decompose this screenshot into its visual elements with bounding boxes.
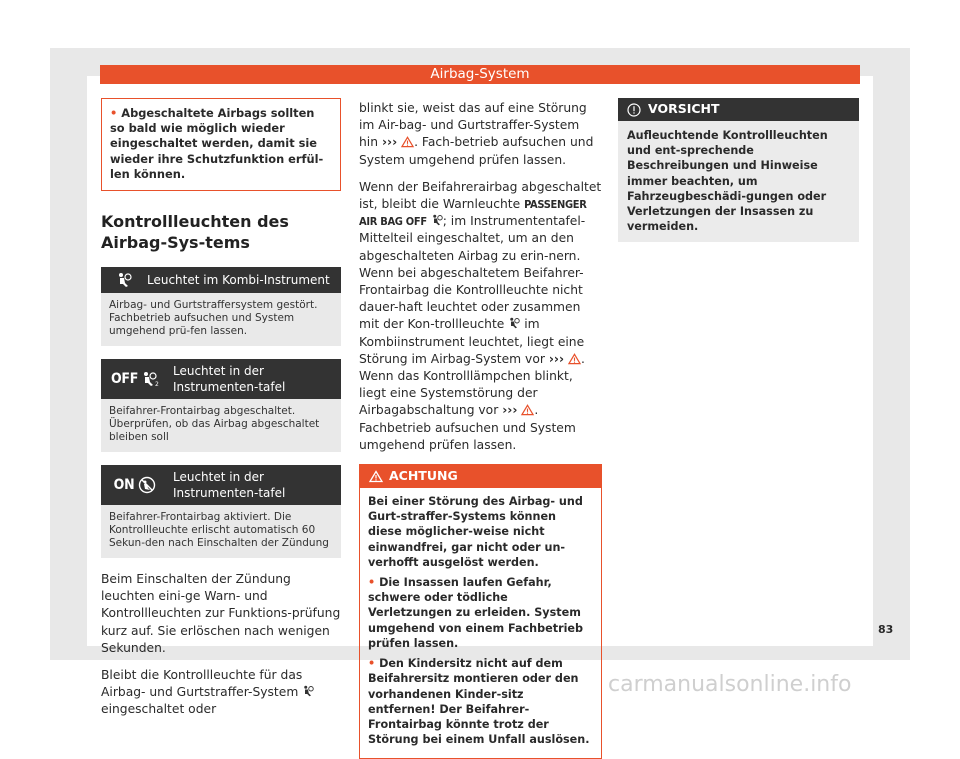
info-circle-icon	[627, 103, 641, 117]
warning-light-title: Leuchtet im Kombi-Instrument	[147, 273, 330, 288]
note-box	[101, 98, 341, 191]
caution-box	[618, 98, 859, 242]
warning-light-entry	[101, 267, 341, 346]
svg-text:2: 2	[155, 381, 159, 389]
paragraph: Bleibt die Kontrollleuchte für das Airbag- und Gurtstraffer-System eingeschaltet oder	[101, 667, 341, 719]
warning-light-description: Beifahrer-Frontairbag aktiviert. Die Kontrollleuchte erlischt automatisch 60 Sekun-den nach Einschalten der Zündung	[101, 505, 341, 558]
warning-header	[360, 465, 601, 488]
page-number: 83	[878, 623, 894, 636]
passenger-airbag-off-label: PASSENGER AIR BAG OFF	[359, 198, 587, 229]
cross-reference-arrows[interactable]: ›››	[548, 351, 565, 366]
bullet-icon: •	[110, 106, 118, 120]
warning-item: • Die Insassen laufen Gefahr, schwere oder tödliche Verletzungen zu erleiden. System umgehend von einem Fachbetrieb prüfen lassen.	[368, 576, 584, 650]
warning-light-header	[101, 465, 341, 505]
section-heading: Kontrollleuchten des Airbag-Sys-tems	[101, 212, 289, 253]
column-right	[618, 98, 859, 242]
paragraph: Beim Einschalten der Zündung leuchten eini-ge Warn- und Kontrollleuchten zur Funktions-prüfung kurz auf. Sie erlöschen nach wenigen Sekunden.	[101, 572, 341, 655]
warning-triangle-icon	[369, 470, 383, 483]
warning-triangle-icon	[401, 136, 414, 148]
on-airbag-icon: ON	[101, 476, 169, 494]
warning-title: ACHTUNG	[389, 468, 458, 484]
column-left	[101, 98, 341, 719]
warning-light-header	[101, 359, 341, 399]
paragraph: Wenn der Beifahrerairbag abgeschaltet ist, bleibt die Warnleuchte PASSENGER AIR BAG OFF ; im Instrumententafel-Mittelteil eingeschaltet, um an den abgeschalteten Airbag zu erin-nern. Wenn bei abgeschaltetem Beifahrer-Frontairbag die Kontrollleuchte nicht dauer-haft leuchtet oder zusammen mit der Kon-trollleuchte im Kombiinstrument leuchtet, liegt eine Störung im Airbag-System vor ››› . Wenn das Kontrolllämpchen blinkt, liegt eine Systemstörung der Airbagabschaltung vor ››› . Fachbetrieb aufsuchen und System umgehend prüfen lassen.	[359, 179, 602, 452]
warning-box	[359, 464, 602, 759]
off-airbag-icon: OFF 2	[110, 371, 159, 389]
caution-header	[618, 98, 859, 121]
warning-light-entry	[101, 465, 341, 558]
column-middle	[359, 100, 602, 759]
warning-light-description: Airbag- und Gurtstraffersystem gestört. Fachbetrieb aufsuchen und System umgehend prü-fen lassen.	[101, 293, 341, 346]
warning-light-description: Beifahrer-Frontairbag abgeschaltet. Überprüfen, ob das Airbag abgeschaltet bleiben soll	[101, 399, 341, 452]
caution-title: VORSICHT	[648, 101, 720, 117]
note-text: Abgeschaltete Airbags sollten so bald wie möglich wieder eingeschaltet werden, damit sie wieder ihre Schutzfunktion erfül-len können.	[110, 106, 324, 181]
warning-light-title: Leuchtet in der Instrumenten-tafel	[173, 470, 286, 501]
cross-reference-arrows[interactable]: ›››	[502, 403, 518, 418]
warning-light-entry	[101, 359, 341, 452]
warning-light-header	[101, 267, 341, 293]
airbag-occupant-icon	[101, 272, 147, 288]
warning-light-title: Leuchtet in der Instrumenten-tafel	[173, 364, 286, 395]
warning-intro: Bei einer Störung des Airbag- und Gurt-straffer-Systems können diese möglicher-weise nicht einwandfrei, gar nicht oder un-verhofft ausgelöst werden.	[368, 495, 583, 569]
cross-reference-arrows[interactable]: ›››	[381, 135, 398, 150]
watermark: carmanualsonline.info	[608, 672, 852, 697]
paragraph: blinkt sie, weist das auf eine Störung im Air-bag- und Gurtstraffer-System hin ››› . Fach-betrieb aufsuchen und System umgehend prüfen lassen.	[359, 101, 594, 167]
warning-body	[360, 488, 601, 758]
airbag-occupant-icon	[302, 685, 314, 697]
caution-body: Aufleuchtende Kontrollleuchten und ent-sprechende Beschreibungen und Hinweise immer beachten, um Fahrzeugbeschädi-gungen oder Verletzungen der Insassen zu vermeiden.	[627, 129, 828, 234]
section-header: Airbag-System	[100, 65, 860, 84]
warning-triangle-icon	[568, 353, 581, 365]
warning-item: • Den Kindersitz nicht auf dem Beifahrersitz montieren oder den vorhandenen Kinder-sitz entfernen! Der Beifahrer-Frontairbag könnte trotz der Störung bei einem Unfall auslösen.	[368, 657, 590, 747]
airbag-occupant-icon	[431, 214, 443, 226]
airbag-occupant-icon	[508, 317, 520, 329]
warning-triangle-icon	[521, 404, 534, 416]
